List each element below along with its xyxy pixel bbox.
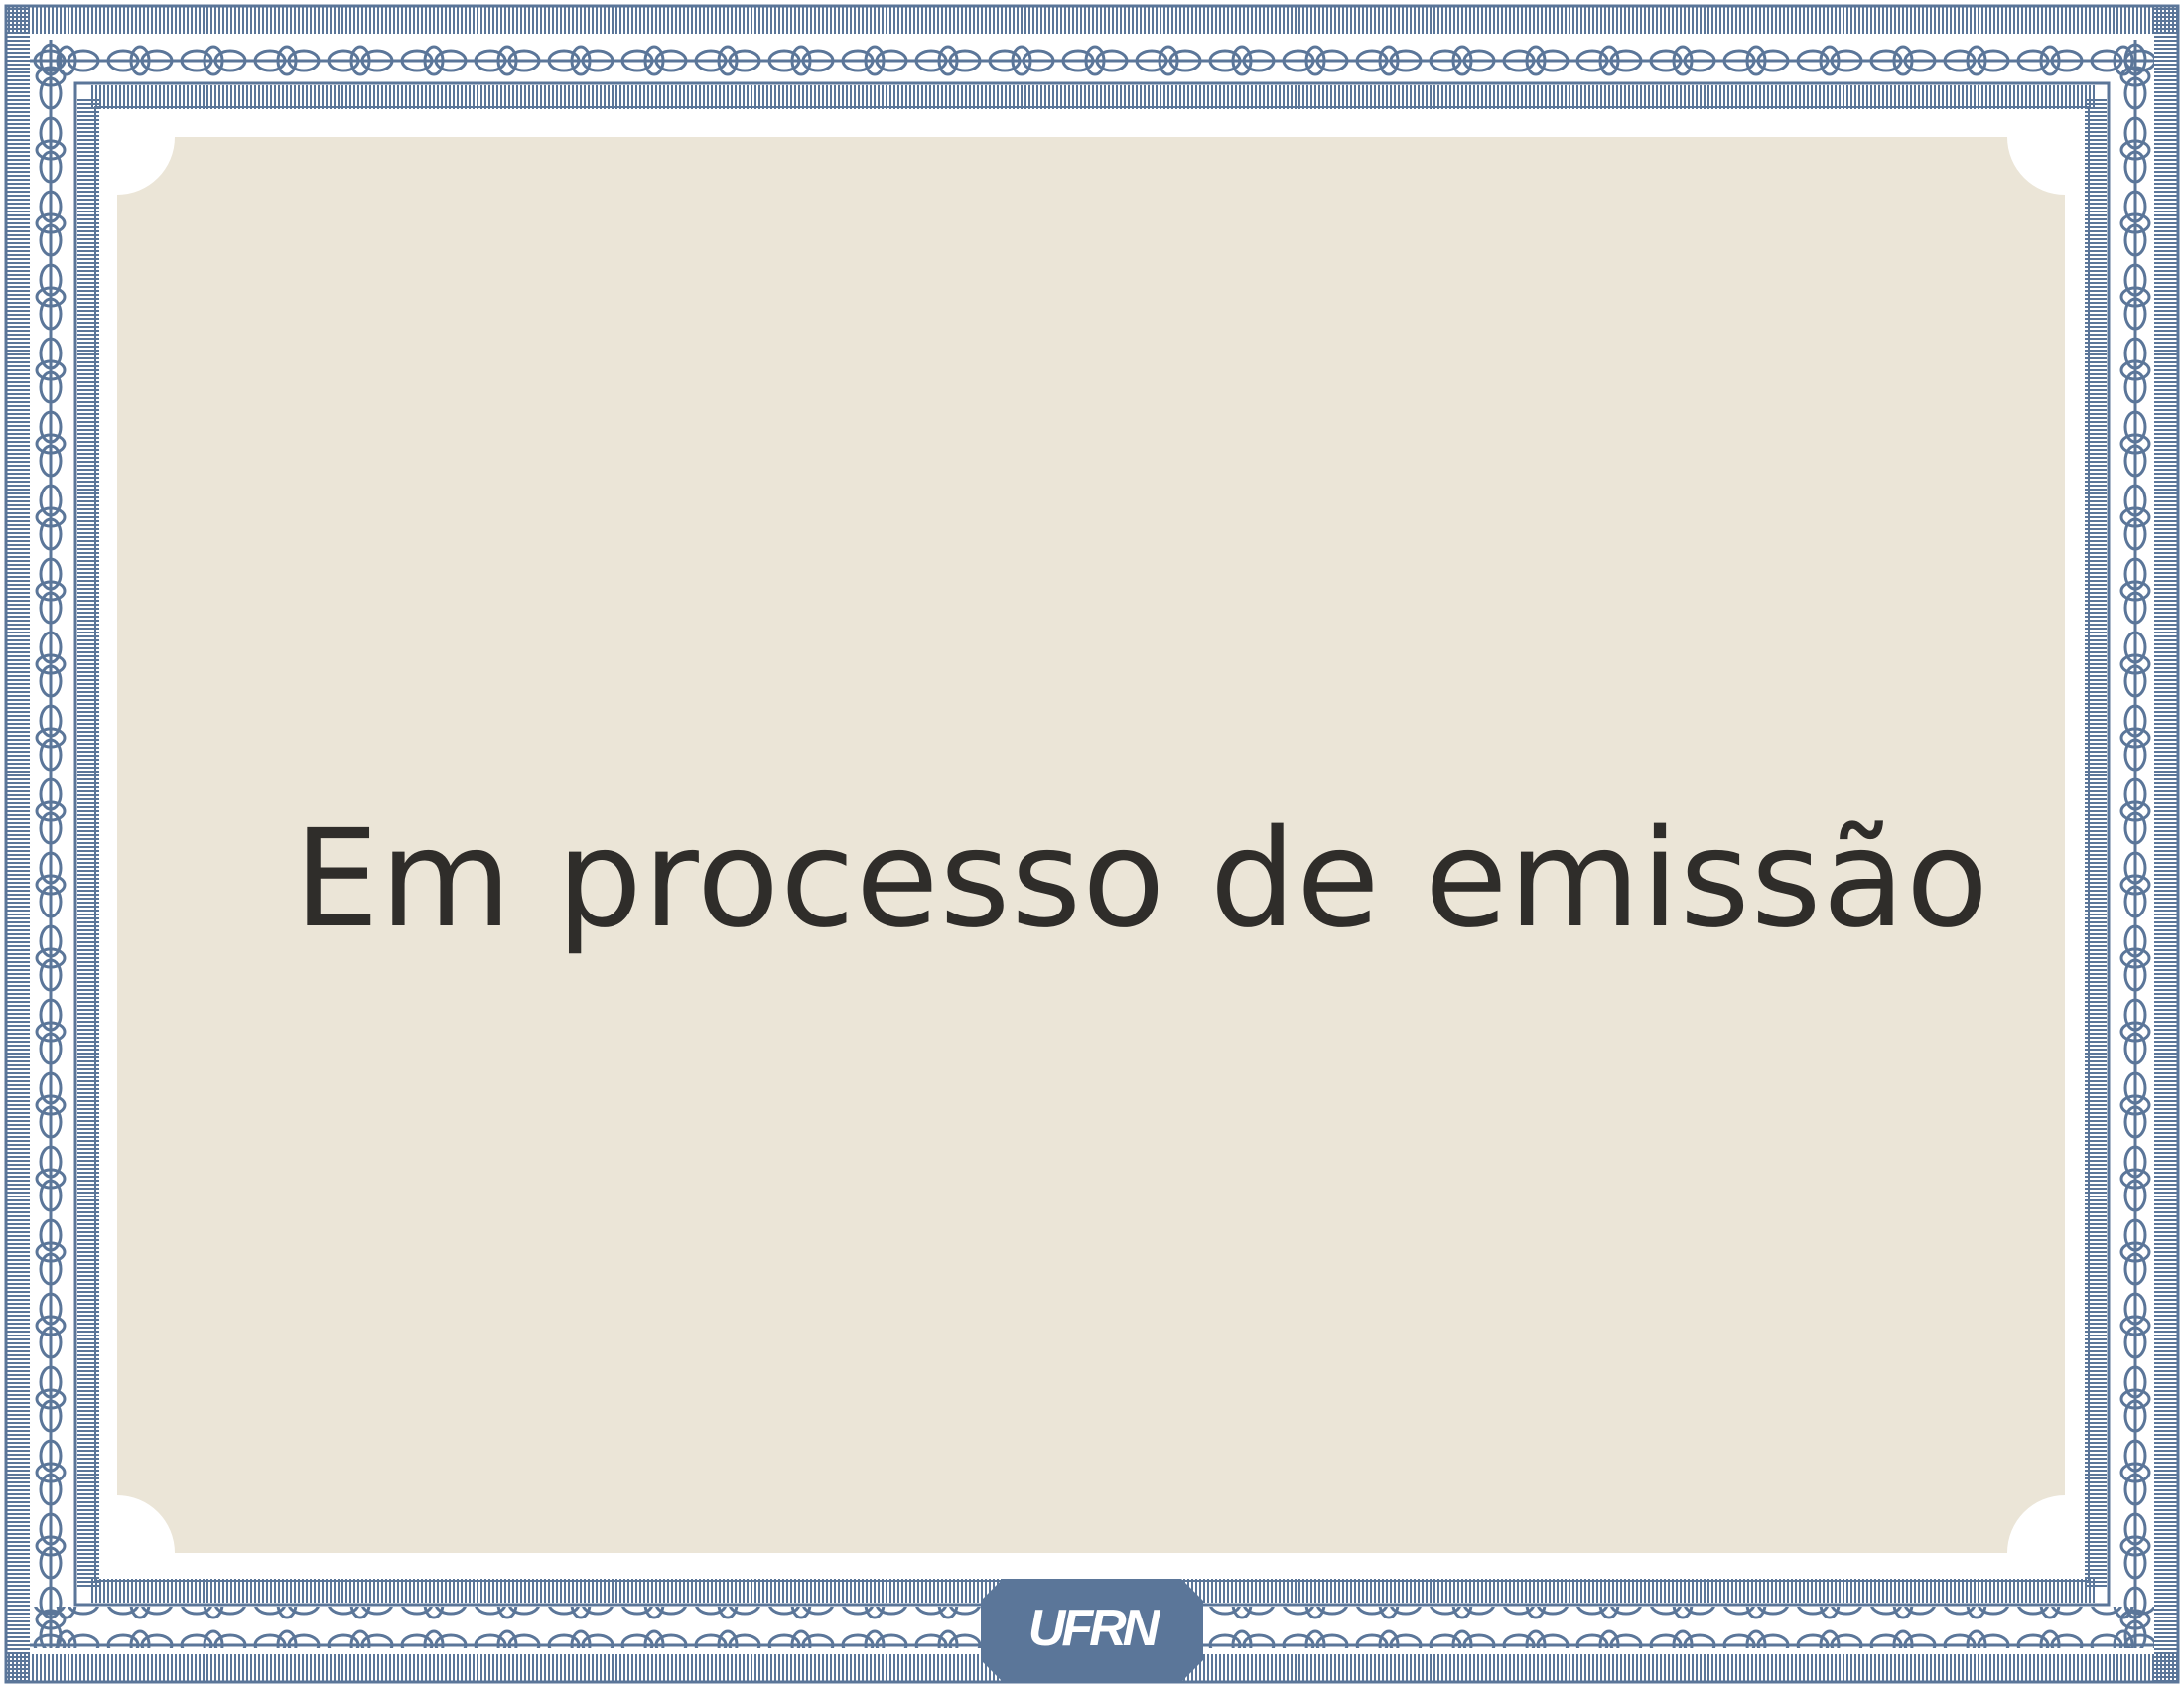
issuance-status-text: Em processo de emissão bbox=[294, 801, 1990, 958]
ufrn-logo bbox=[981, 1579, 1203, 1682]
logo-text: UFRN bbox=[1027, 1600, 1157, 1657]
